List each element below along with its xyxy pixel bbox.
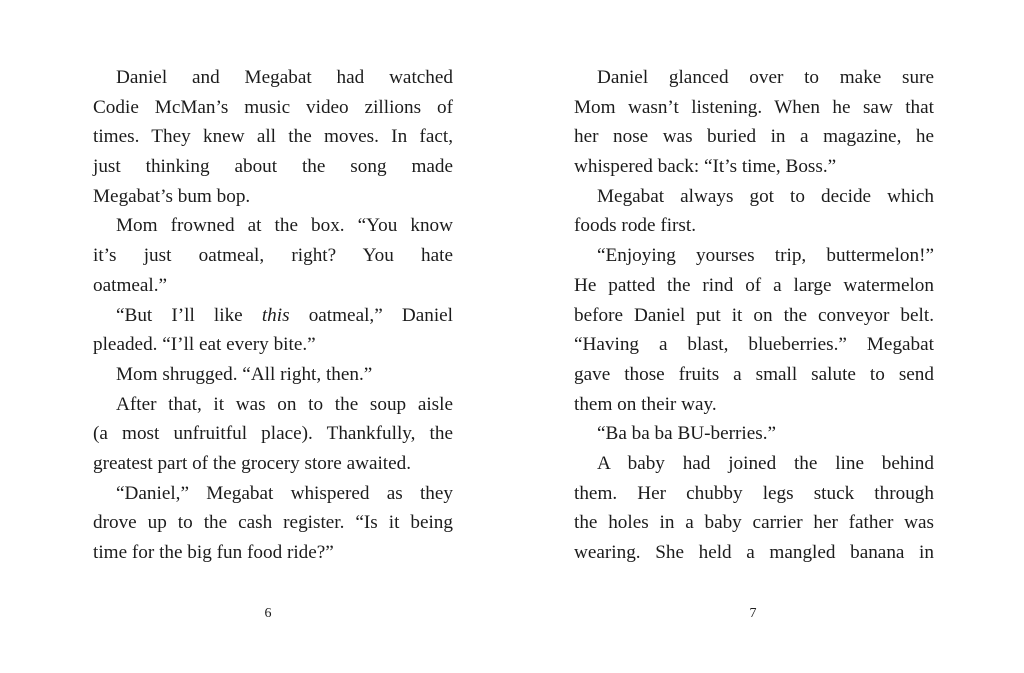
text-line: Mom frowned at the box. “You know xyxy=(116,215,453,237)
text-line: gave those fruits a small salute to send xyxy=(574,363,934,385)
text-line: Megabat always got to decide which xyxy=(597,185,934,207)
text-line: greatest part of the grocery store awaited. xyxy=(93,452,412,474)
text-line: A baby had joined the line behind xyxy=(597,452,934,474)
text-line: “Having a blast, blueberries.” Megabat xyxy=(574,334,934,356)
emphasized-word: this xyxy=(261,304,290,326)
text-line: Daniel glanced over to make sure xyxy=(597,67,934,88)
left-page-number: 6 xyxy=(264,606,272,621)
text-line: Megabat’s bum bop. xyxy=(93,185,251,207)
text-line: He patted the rind of a large watermelon xyxy=(574,274,934,296)
text-line: Mom shrugged. “All right, then.” xyxy=(116,363,373,385)
text-line: whispered back: “It’s time, Boss.” xyxy=(574,156,837,178)
left-page-text xyxy=(93,63,453,568)
text-line: the holes in a baby carrier her father was xyxy=(574,512,934,534)
text-segment: “But I’ll like xyxy=(116,304,262,326)
text-line: times. They knew all the moves. In fact, xyxy=(93,126,453,148)
text-line xyxy=(93,301,453,331)
text-line: time for the big fun food ride?” xyxy=(93,542,334,563)
text-line: drove up to the cash register. “Is it being xyxy=(93,512,453,534)
text-line: (a most unfruitful place). Thankfully, the xyxy=(93,423,453,445)
text-line: “Enjoying yourses trip, buttermelon!” xyxy=(597,245,934,267)
text-line: them on their way. xyxy=(574,393,717,415)
text-line: just thinking about the song made xyxy=(93,156,453,178)
text-line: before Daniel put it on the conveyor belt. xyxy=(574,304,934,326)
right-page xyxy=(512,0,1024,673)
text-line: “Ba ba ba BU-berries.” xyxy=(597,423,777,445)
text-line: them. Her chubby legs stuck through xyxy=(574,482,934,504)
text-line: her nose was buried in a magazine, he xyxy=(574,126,934,148)
text-line: oatmeal.” xyxy=(93,274,168,296)
text-line: foods rode first. xyxy=(574,215,697,237)
text-line: Codie McMan’s music video zillions of xyxy=(93,96,453,118)
text-line: “Daniel,” Megabat whispered as they xyxy=(116,482,453,504)
text-line: pleaded. “I’ll eat every bite.” xyxy=(93,334,316,356)
text-segment: oatmeal,” Daniel xyxy=(289,304,453,326)
text-line: Daniel and Megabat had watched xyxy=(116,67,453,88)
text-line: it’s just oatmeal, right? You hate xyxy=(93,245,453,267)
right-page-text xyxy=(574,63,934,568)
text-line: Mom wasn’t listening. When he saw that xyxy=(574,96,934,118)
right-page-number: 7 xyxy=(749,606,757,621)
text-line: After that, it was on to the soup aisle xyxy=(116,393,453,415)
text-line: wearing. She held a mangled banana in xyxy=(574,542,934,563)
